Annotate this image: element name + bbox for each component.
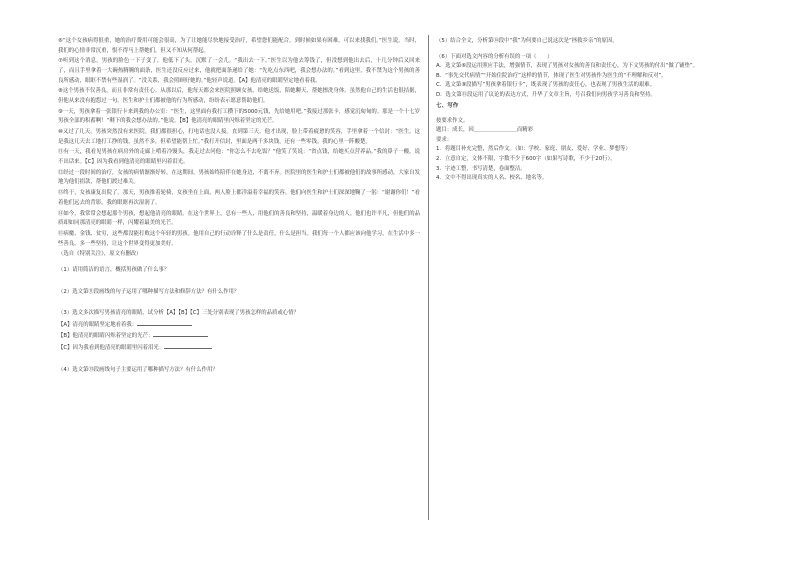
paragraph-9: ⑨一天，男孩拿着一张银行卡来到我的办公室：“医生，这里面有我打工攒下的5000元钱，先给她用吧。”我接过那张卡，感觉沉甸甸的。那是一个十七岁男孩全部的积蓄啊！“剩下的我会想办法的。”他说。【B】他清亮的眼睛里闪烁着坚定的光芒。 — [58, 108, 420, 125]
essay-topic: 题目：成长，因＿＿＿＿＿＿＿＿而精彩 — [436, 127, 534, 134]
question-3: （3）选文多次描写男孩清亮的眼睛，试分析【A】【B】【C】三处分别表现了男孩怎样的品质或心情？ — [58, 310, 299, 317]
requirement-3: 3．字迹工整，书写清楚，卷面整洁。 — [436, 165, 526, 172]
option-text: 【B】他清亮的眼睛闪烁着坚定的光芒： — [58, 333, 154, 340]
requirement-2: 2．立意自定，文体不限，字数不少于600字（如果写诗歌，不少于20行）。 — [436, 155, 616, 162]
answer-blank[interactable] — [137, 319, 192, 326]
left-column — [58, 37, 420, 375]
section-7-heading: 七、写作 — [436, 102, 459, 109]
question-1: （1）请用简洁的语言，概括男孩做了什么事？ — [58, 266, 170, 273]
option-text: 【C】因为我看到他清亮的眼睛里闪着泪光： — [58, 344, 165, 351]
paragraph-6: ⑥“这个女孩病得很重，她的治疗费用可能会很高，为了让她能尽快地接受治疗，希望您们能配合，到时候如果有困难，可以来找我们。”医生说。当时，我们的心情非常沉重，恨不得马上帮她们，但又不知从何帮起。 — [58, 38, 420, 54]
source-note: （选自《特别关注》，原文有删改） — [58, 251, 142, 258]
paragraph-12: ⑫经过一段时间的治疗，女孩的病情渐渐好转。在这期间，男孩始终陪伴在她身边，不离不弃。医院里的医生和护士们都被他们的故事所感动，大家自发地为他们捐款，帮他们渡过难关。 — [58, 169, 420, 186]
question-6-option-d: D．选文第⑮段运用了议论的表达方式，升华了文章主旨，号召我们向男孩学习善良和坚持。 — [436, 91, 656, 98]
question-4: （4）选文第⑬段画线句子主要运用了哪种描写方法？有什么作用？ — [58, 366, 218, 373]
question-6-option-c: C．选文第⑨段描写“男孩拿着银行卡”，既表现了男孩的责任心，也表现了男孩生活的艰难。 — [436, 82, 656, 89]
column-divider — [428, 35, 429, 520]
question-6: （6）下面对选文内容的分析有误的一项（ ） — [436, 53, 553, 60]
requirements-title: 要求： — [436, 136, 453, 143]
question-3-option-b — [58, 330, 420, 342]
right-column — [436, 37, 756, 184]
question-5: （5）结合全文，分析第⑭段中“我”为何要自己说这次是“拯救乡亲”的原因。 — [436, 38, 618, 44]
writing-prompt: 按要求作文。 — [436, 117, 469, 124]
question-6-option-b: B．“事先交代病情”“开始住院治疗”这样的情节，体现了医生对男孩作为医生的“不理解和反对”。 — [436, 72, 667, 79]
paragraph-11: ⑪有一天，我看见男孩在病房外的走廊上啃着冷馒头，我走过去问他：“你怎么不去吃饭？”他笑了笑说：“省点钱，给她买点营养品。”我的鼻子一酸，说不出话来。【C】因为我看到他清亮的眼睛里闪着泪光。 — [58, 149, 420, 166]
question-2: （2）选文第⑪段画线的句子运用了哪种描写方法和修辞方法？有什么作用？ — [58, 288, 240, 295]
answer-blank[interactable] — [164, 342, 212, 349]
paragraph-13: ⑬终于，女孩康复出院了。那天，男孩推着轮椅，女孩坐在上面，两人脸上都洋溢着幸福的笑容。他们向医生和护士们深深地鞠了一躬：“谢谢你们！”看着他们远去的背影，我的眼眶再次湿润了。 — [58, 190, 420, 206]
paragraph-15: ⑮病魔、金钱、贫穷，这些都没能打败这个年轻的男孩。他用自己的行动诠释了什么是责任，什么是担当。我们每一个人都应该向他学习，在生活中多一些善良，多一些坚持，让这个世界变得更加美好。 — [58, 230, 420, 247]
question-6-option-a: A．选文第⑥段运用照应手法，增强情节，表现了男孩对女孩的善良和责任心，为下文男孩的付出“做了铺垫”。 — [436, 63, 699, 70]
requirement-1: 1．将题目补充完整，然后作文。（如：学校、家庭、朋友、爱好、学业、梦想等） — [436, 146, 631, 153]
answer-blank[interactable] — [153, 330, 208, 337]
paragraph-8: ⑧这个男孩不仅善良，而且非常有责任心。从那以后，他每天都会来医院照顾女孩，给她送饭、陪她聊天、帮她擦洗身体。虽然他自己的生活也很拮据，但他从来没有抱怨过一句。医生和护士们都被他的行为所感动，纷纷表示愿意帮助他们。 — [58, 88, 420, 104]
requirement-4: 4．文中不得出现真实的人名、校名、地名等。 — [436, 175, 548, 182]
paragraph-7: ⑦听到这个消息，男孩的脸色一下子变了，他低下了头，沉默了一会儿。“我出去一下。”医生以为他去筹钱了，但没想到他出去后，十几分钟后又回来了，而且手里拿着一大碗热腾腾的面条，医生还没反应过来，他就把面条递给了她：“先吃点东西吧，我会想办法的。”看到这里，我不禁为这个男孩的善良所感动，眼眶不禁有些湿润了。“没关系，我会照顾好她的。”他轻声说道。【A】他清亮的眼睛坚定地看着我。 — [58, 58, 420, 84]
question-3-option-c — [58, 342, 420, 354]
question-3-option-a — [58, 319, 420, 331]
paragraph-14: ⑭如今，我常常会想起那个男孩，想起他清亮的眼睛。在这个世界上，总有一些人，用他们的善良和坚持，温暖着身边的人。他们也许平凡，但他们的品质却如同那清亮的眼睛一样，闪耀着最美的光芒。 — [58, 210, 420, 227]
option-text: 【A】清亮的眼睛坚定地看着我： — [58, 321, 138, 328]
paragraph-10: ⑩又过了几天，男孩突然没有来医院。我们都很担心，打电话也没人接。直到第三天，他才出现，脸上带着疲惫的笑容，手里拿着一个信封：“医生，这是我这几天去工地打工挣的钱，虽然不多，但希望能帮上忙。”我打开信封，里面是两千多块钱，还有一些零钱。我的心里一阵酸楚。 — [58, 129, 420, 145]
